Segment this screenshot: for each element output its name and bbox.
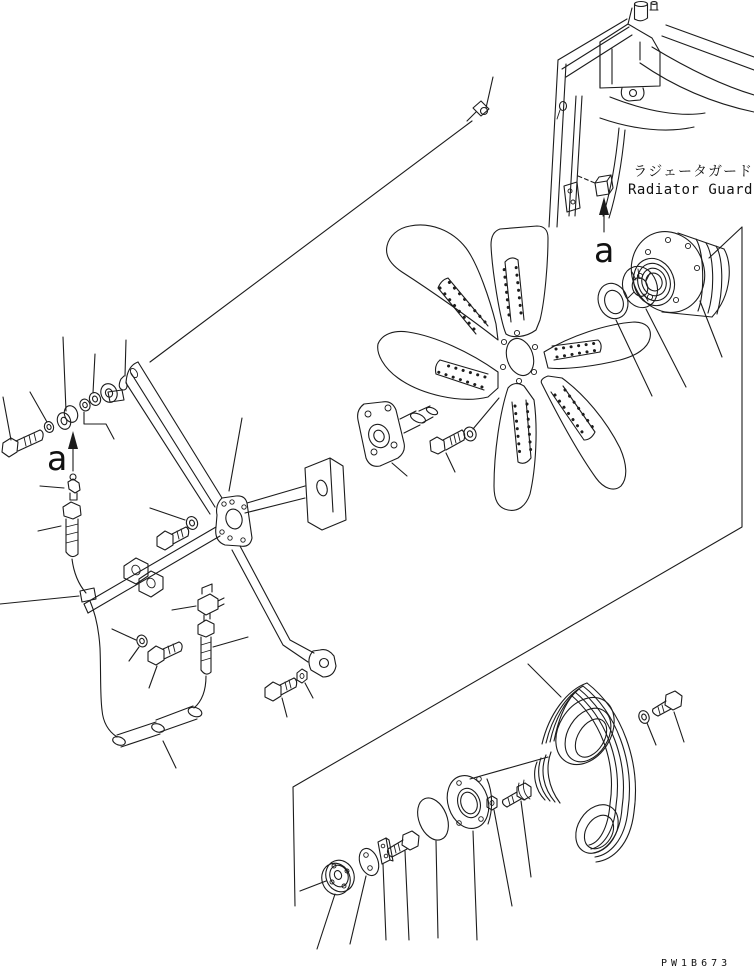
hose-tube-sleeves [112, 706, 203, 768]
v-belt-set [518, 664, 635, 862]
leader-line [521, 801, 531, 877]
leader-line [63, 337, 66, 411]
leader-line [125, 340, 126, 376]
leader-line [38, 526, 61, 531]
pulley-bolt [388, 831, 420, 940]
leader-line [470, 757, 548, 779]
leader-line [163, 741, 176, 768]
leader-line [112, 629, 136, 640]
leader-line [172, 606, 196, 610]
fan-hub-bore [502, 335, 538, 379]
arm-end-nut [297, 669, 313, 698]
lower-left-washer [112, 629, 149, 661]
tank-plug-bolt [650, 2, 658, 10]
leader-line [473, 831, 477, 940]
leader-line [436, 841, 438, 938]
leader-line [616, 320, 652, 396]
leader-line [317, 894, 335, 949]
belt-bolt [653, 691, 684, 742]
label-radiator-guard-en: Radiator Guard [627, 182, 753, 198]
group-leader [84, 412, 114, 439]
gasket-ring [412, 793, 454, 938]
seal-ring [593, 279, 652, 396]
fan-guard-bracket [84, 362, 346, 717]
elbow-fitting [172, 584, 224, 621]
leader-line [392, 463, 407, 476]
spindle-washer [462, 398, 499, 443]
dashed-leader [578, 176, 595, 183]
leader-line [300, 881, 326, 891]
crank-pulley-group [300, 757, 548, 949]
leader-line [213, 637, 248, 647]
lock-plate [378, 838, 393, 940]
hose-fitting-lower [194, 620, 248, 708]
install-marker-right [578, 175, 614, 271]
small-nut [43, 420, 55, 433]
hose-fitting-upper [63, 502, 81, 519]
leader-line [528, 664, 561, 697]
leader-line [129, 647, 139, 661]
fan-spindle [358, 402, 439, 476]
drawing-number: PW1B673 [661, 958, 732, 969]
marker-a-left: a [46, 439, 68, 479]
leader-line [3, 397, 11, 440]
install-marker-left [47, 431, 78, 479]
leader-line [40, 486, 64, 488]
filler-neck [635, 2, 648, 7]
pulley-bolt-right [503, 783, 532, 877]
leader-line [647, 723, 656, 745]
spindle-bolt [430, 430, 465, 472]
bracket-bolt [157, 527, 189, 550]
leader-line [30, 392, 47, 422]
sub-assembly-boundary [293, 227, 742, 906]
leader-line [674, 712, 684, 742]
leader-line [646, 309, 686, 387]
hose-union [80, 588, 96, 602]
bracket-washer [150, 508, 199, 531]
leader-line [93, 354, 95, 393]
leader-line [494, 810, 512, 906]
fan-pulley-bearing [617, 261, 686, 387]
leader-line [282, 698, 287, 717]
small-pulley [300, 856, 359, 949]
up-arrow-icon [68, 431, 78, 449]
spacer-bushing [55, 404, 80, 431]
leader-line [229, 418, 242, 491]
leader-line [446, 453, 455, 472]
lower-left-bolt [148, 642, 182, 688]
leader-line [149, 666, 157, 688]
long-bolt [2, 430, 43, 457]
arm-end-bolt [265, 678, 297, 717]
leader-line [150, 508, 185, 520]
leader-line [383, 864, 386, 940]
flange-hub [441, 757, 548, 940]
leader-line [350, 876, 366, 944]
fan-pulley [620, 221, 729, 357]
grease-fitting-upper [150, 77, 493, 362]
leader-line [405, 851, 409, 940]
label-radiator-guard-jp: ラジェータガード [633, 164, 753, 180]
leader-line [473, 398, 499, 429]
leader-line [305, 683, 313, 698]
oval-plate [350, 846, 382, 944]
marker-a-right: a [593, 231, 615, 271]
leader-line [150, 121, 472, 362]
belt-washer [637, 709, 656, 745]
leader-line [0, 596, 79, 604]
